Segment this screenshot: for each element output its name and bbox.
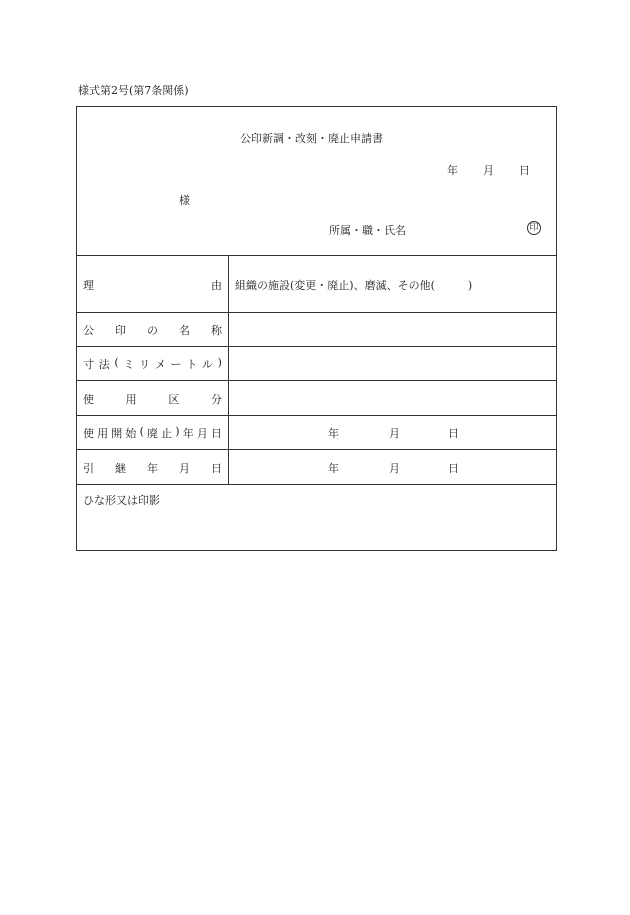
divider <box>77 415 556 416</box>
seal-mark: 印 <box>527 221 541 235</box>
reason-label: 理 由 <box>83 279 222 292</box>
date-month: 月 <box>483 164 494 177</box>
imprint-label: ひな形又は印影 <box>83 494 160 507</box>
dimensions-label: 寸 法 ( ミ リ メ ー ト ル ) <box>83 356 222 371</box>
handover-date-label: 引 継 年 月 日 <box>83 462 222 475</box>
date-day: 日 <box>519 164 530 177</box>
handover-date-day: 日 <box>448 462 459 475</box>
divider <box>77 346 556 347</box>
addressee-suffix: 様 <box>179 194 190 207</box>
divider <box>77 380 556 381</box>
applicant-label: 所属・職・氏名 <box>329 224 406 237</box>
usage-category-label: 使 用 区 分 <box>83 393 222 406</box>
divider <box>77 312 556 313</box>
start-date-year: 年 <box>328 427 339 440</box>
start-date-day: 日 <box>448 427 459 440</box>
divider <box>77 255 556 256</box>
divider <box>77 449 556 450</box>
start-date-label: 使 用 開 始 ( 廃 止 ) 年 月 日 <box>83 425 222 440</box>
application-form <box>76 106 557 551</box>
seal-name-label: 公 印 の 名 称 <box>83 324 222 337</box>
start-date-month: 月 <box>389 427 400 440</box>
handover-date-month: 月 <box>389 462 400 475</box>
form-number-label: 様式第2号(第7条関係) <box>78 84 189 97</box>
reason-value: 組織の施設(変更・廃止)、磨滅、その他( ) <box>235 279 473 292</box>
handover-date-year: 年 <box>328 462 339 475</box>
column-divider <box>228 255 229 484</box>
form-title: 公印新調・改刻・廃止申請書 <box>240 132 383 145</box>
date-year: 年 <box>447 164 458 177</box>
divider <box>77 484 556 485</box>
